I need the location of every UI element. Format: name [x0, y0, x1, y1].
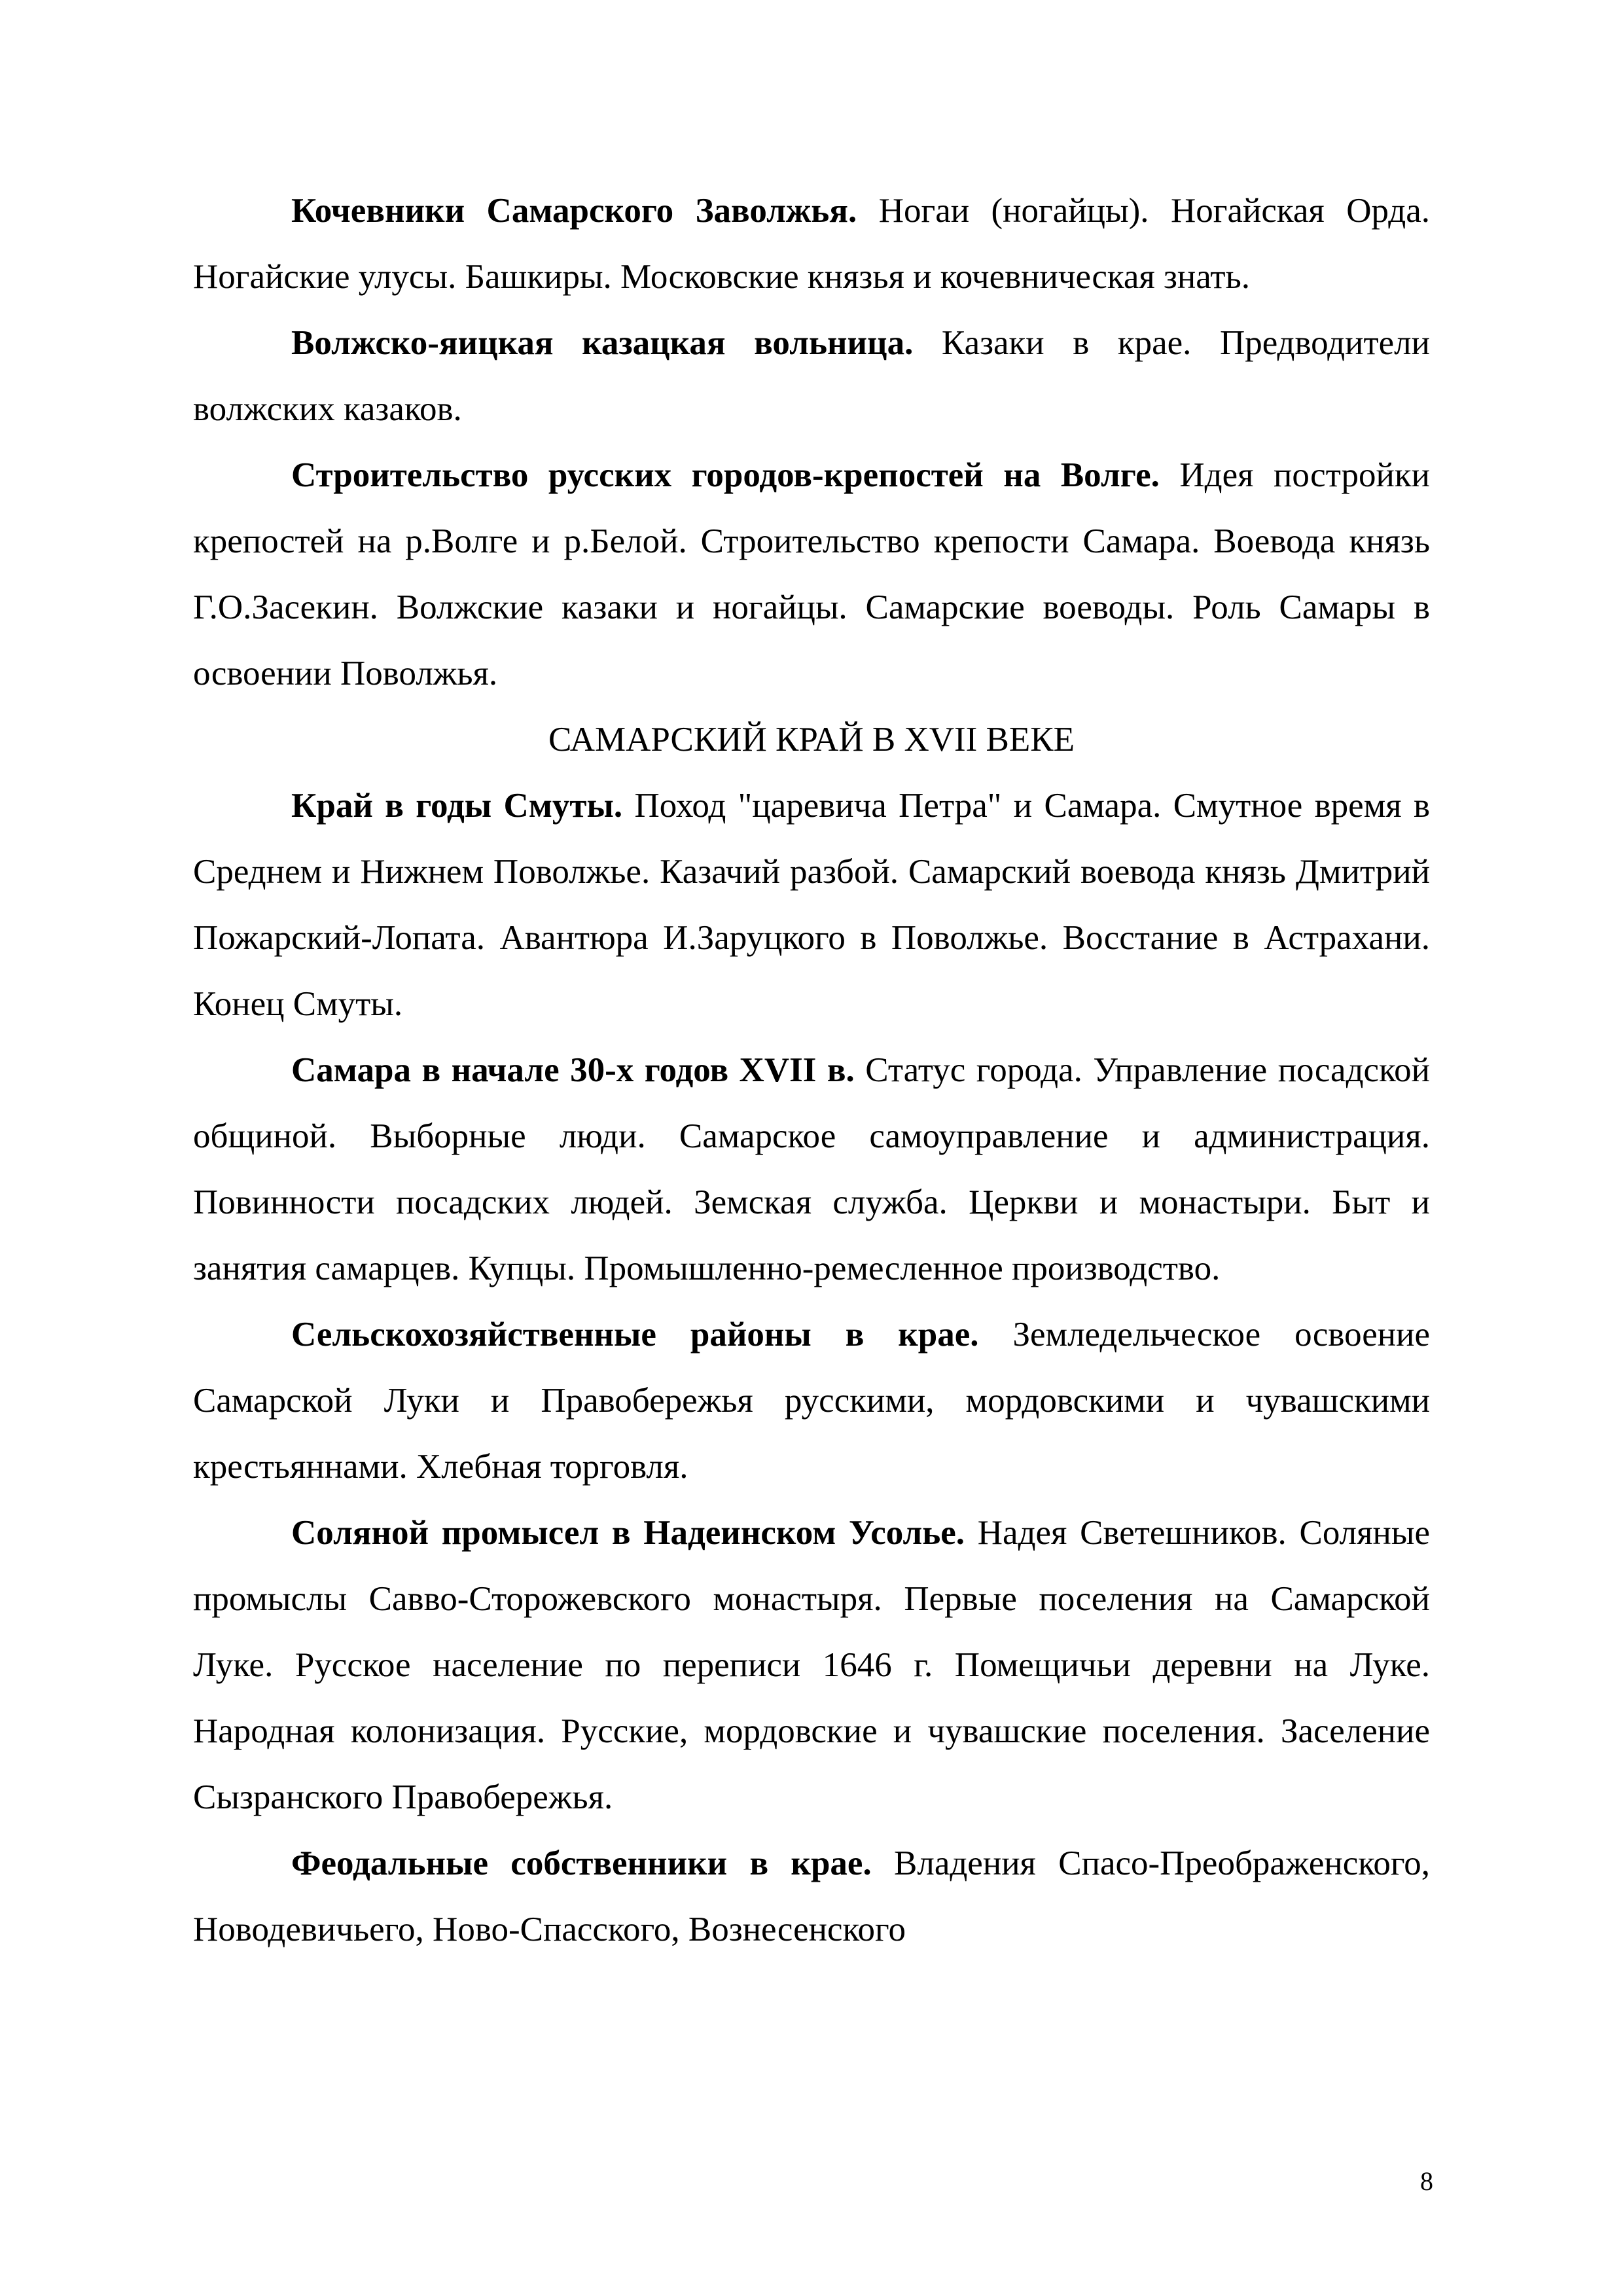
- paragraph-samara-1630s: [193, 1037, 1430, 1302]
- paragraph-cossacks: [193, 310, 1430, 442]
- section-heading: САМАРСКИЙ КРАЙ В XVII ВЕКЕ: [548, 721, 1075, 759]
- paragraph-text: Казаки в крае. Предводители волжских казаков.: [193, 324, 1430, 428]
- paragraph-text: Ногаи (ногайцы). Ногайская Орда. Ногайские улусы. Башкиры. Московские князья и кочевническая знать.: [193, 192, 1431, 296]
- paragraph-lead: Сельскохозяйственные районы в крае.: [291, 1316, 979, 1354]
- paragraph-lead: Кочевники Самарского Заволжья.: [291, 192, 857, 230]
- text-body: [193, 178, 1430, 1963]
- paragraph-fortresses: [193, 442, 1430, 707]
- paragraph-text: Идея постройки крепостей на р.Волге и р.Белой. Строительство крепости Самара. Воевода князь Г.О.Засекин. Волжские казаки и ногайцы. Самарские воеводы. Роль Самары в освоении Поволжья.: [193, 456, 1430, 692]
- paragraph-lead: Феодальные собственники в крае.: [291, 1844, 872, 1882]
- paragraph-text: Владения Спасо-Преображенского, Новодевичьего, Ново-Спасского, Вознесенского: [193, 1844, 1430, 1948]
- paragraph-text: Надея Светешников. Соляные промыслы Савво-Сторожевского монастыря. Первые поселения на Самарской Луке. Русское население по переписи 1646 г. Помещичьи деревни на Луке. Народная колонизация. Русские, мордовские и чувашские поселения. Заселение Сызранского Правобережья.: [193, 1514, 1430, 1816]
- paragraph-lead: Самара в начале 30-х годов XVII в.: [291, 1051, 855, 1089]
- paragraph-lead: Край в годы Смуты.: [291, 787, 623, 825]
- paragraph-nomads: [193, 178, 1430, 310]
- paragraph-agriculture: [193, 1302, 1430, 1500]
- paragraph-feudal-owners: [193, 1831, 1430, 1963]
- paragraph-text: Статус города. Управление посадской общиной. Выборные люди. Самарское самоуправление и администрация. Повинности посадских людей. Земская служба. Церкви и монастыри. Быт и занятия самарцев. Купцы. Промышленно-ремесленное производство.: [193, 1051, 1430, 1287]
- paragraph-text: Поход "царевича Петра" и Самара. Смутное время в Среднем и Нижнем Поволжье. Казачий разбой. Самарский воевода князь Дмитрий Пожарский-Лопата. Авантюра И.Заруцкого в Поволжье. Восстание в Астрахани. Конец Смуты.: [193, 787, 1430, 1023]
- paragraph-lead: Волжско-яицкая казацкая вольница.: [291, 324, 914, 362]
- paragraph-time-of-troubles: [193, 773, 1430, 1037]
- page-number: 8: [1420, 2166, 1433, 2196]
- paragraph-text: Земледельческое освоение Самарской Луки и Правобережья русскими, мордовскими и чувашскими крестьяннами. Хлебная торговля.: [193, 1316, 1431, 1486]
- paragraph-lead: Соляной промысел в Надеинском Усолье.: [291, 1514, 965, 1552]
- paragraph-salt-trade: [193, 1500, 1430, 1831]
- paragraph-lead: Строительство русских городов-крепостей на Волге.: [291, 456, 1160, 494]
